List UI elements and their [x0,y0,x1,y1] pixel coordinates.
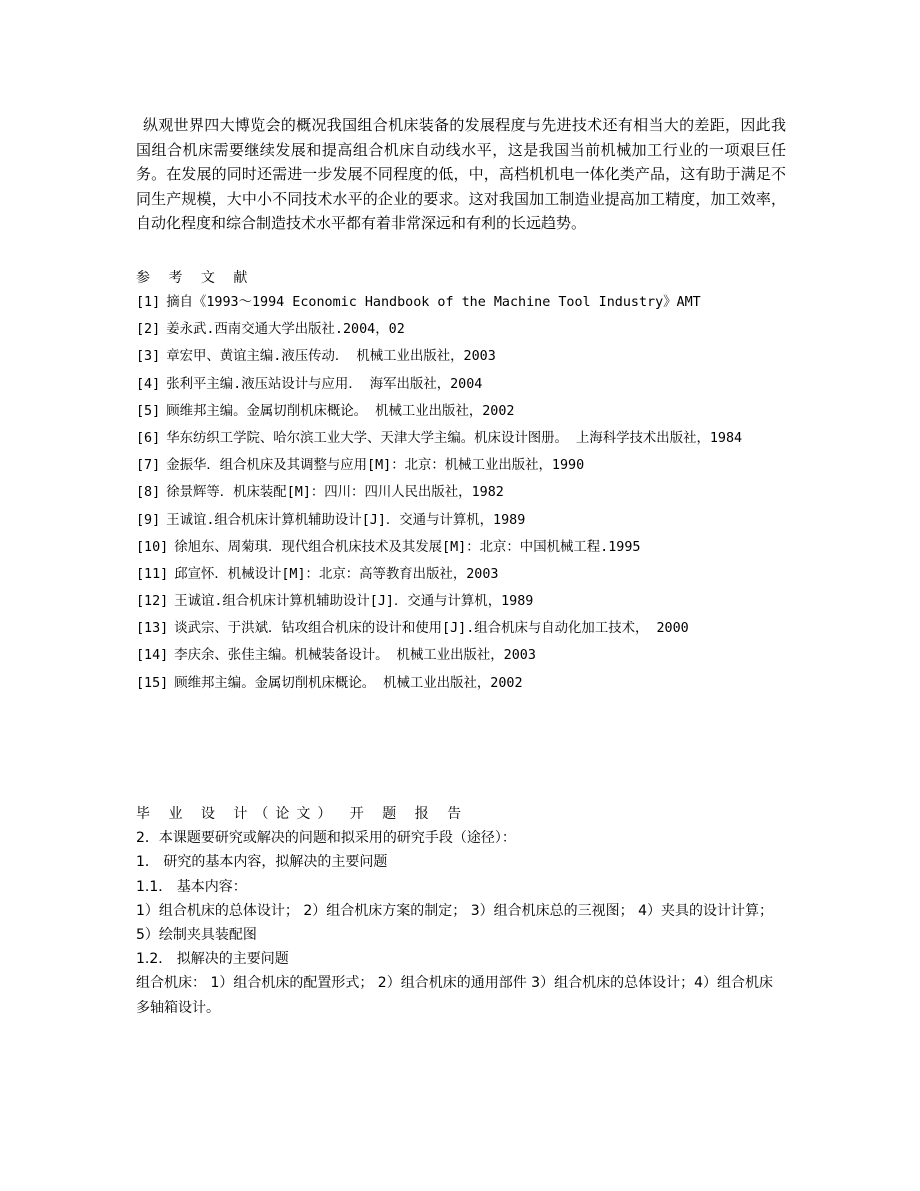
section-2-heading: 2．本课题要研究或解决的问题和拟采用的研究手段（途径）： [136,830,516,847]
reference-number: [9] [136,512,161,528]
reference-number: [10] [136,539,169,555]
reference-item [136,512,786,530]
reference-text: 张利平主编.液压站设计与应用． 海军出版社，2004 [166,376,483,392]
reference-item [136,430,786,448]
main-problems-text: 组合机床： 1）组合机床的配置形式； 2）组合机床的通用部件 3）组合机床的总体设计；4）组合机床多轴箱设计。 [136,975,773,1016]
reference-text: 邱宣怀．机械设计[M]：北京：高等教育出版社，2003 [174,566,499,582]
proposal-report [136,802,786,1020]
reference-item [136,376,786,394]
reference-number: [13] [136,621,169,637]
reference-text: 姜永武.西南交通大学出版社.2004，02 [166,322,405,338]
basic-content-text: 1）组合机床的总体设计； 2）组合机床方案的制定； 3）组合机床总的三视图； 4）夹具的设计计算； 5）绘制夹具装配图 [136,902,773,943]
reference-text: 金振华．组合机床及其调整与应用[M]：北京：机械工业出版社，1990 [166,458,585,474]
reference-number: [6] [136,430,161,446]
references-heading: 参 考 文 献 [136,270,255,286]
reference-item [136,539,786,557]
reference-text: 摘自《1993～1994 Economic Handbook of the Machine Tool Industry》AMT [166,295,701,310]
reference-item [136,348,786,366]
reference-number: [5] [136,403,161,419]
reference-item [136,620,786,638]
intro-paragraph: 纵观世界四大博览会的概况我国组合机床装备的发展程度与先进技术还有相当大的差距，因此我国组合机床需要继续发展和提高组合机床自动线水平，这是我国当前机械加工行业的一项艰巨任务。在发展的同时还需进一步发展不同程度的低，中，高档机机电一体化类产品，这有助于满足不同生产规模，大中小不同技术水平的企业的要求。这对我国加工制造业提高加工精度，加工效率，自动化程度和综合制造技术水平都有着非常深远和有利的长远趋势。 [136,116,786,232]
reference-text: 王诚谊.组合机床计算机辅助设计[J]．交通与计算机，1989 [174,594,534,610]
reference-number: [1] [136,295,161,310]
reference-item [136,675,786,693]
reference-number: [2] [136,322,161,338]
reference-text: 李庆余、张佳主编。机械装备设计。 机械工业出版社，2003 [174,648,536,664]
section-1-heading: 1． 研究的基本内容，拟解决的主要问题 [136,854,388,871]
report-title: 毕 业 设 计（论文） 开 题 报 告 [136,806,469,822]
reference-number: [15] [136,675,169,691]
reference-item [136,593,786,611]
reference-text: 顾维邦主编。金属切削机床概论。 机械工业出版社，2002 [174,675,523,691]
reference-item [136,457,786,475]
reference-item [136,647,786,665]
reference-item [136,566,786,584]
reference-number: [7] [136,458,161,474]
reference-number: [3] [136,349,161,365]
reference-number: [11] [136,566,169,582]
reference-number: [4] [136,376,161,392]
reference-text: 徐旭东、周菊琪．现代组合机床技术及其发展[M]：北京：中国机械工程.1995 [174,539,641,555]
reference-text: 华东纺织工学院、哈尔滨工业大学、天津大学主编。机床设计图册。 上海科学技术出版社，1984 [166,430,743,446]
reference-number: [8] [136,485,161,501]
reference-number: [12] [136,594,169,610]
reference-number: [14] [136,648,169,664]
reference-item [136,321,786,339]
reference-text: 徐景辉等．机床装配[M]：四川：四川人民出版社，1982 [166,485,504,501]
reference-text: 谈武宗、于洪斌．钻攻组合机床的设计和使用[J].组合机床与自动化加工技术， 2000 [174,621,689,637]
reference-text: 章宏甲、黄谊主编.液压传动． 机械工业出版社，2003 [166,349,496,365]
reference-text: 顾维邦主编。金属切削机床概论。 机械工业出版社，2002 [166,403,515,419]
reference-item [136,403,786,421]
reference-item [136,484,786,502]
reference-item [136,294,786,312]
section-1-1-heading: 1.1． 基本内容： [136,878,247,895]
reference-list [136,294,786,702]
section-1-2-heading: 1.2． 拟解决的主要问题 [136,951,289,968]
reference-text: 王诚谊.组合机床计算机辅助设计[J]．交通与计算机，1989 [166,512,526,528]
